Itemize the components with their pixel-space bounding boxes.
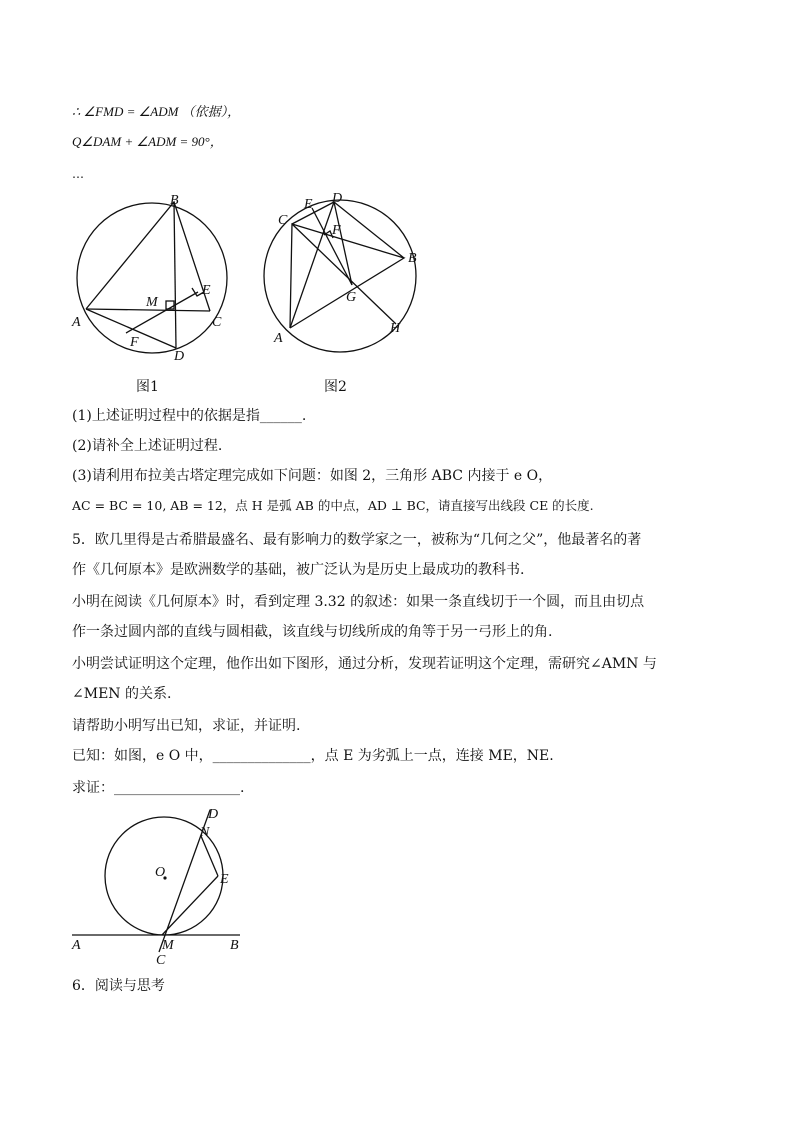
figure-2-label-e: E xyxy=(304,197,313,212)
question-2: (2)请补全上述证明过程. xyxy=(72,438,223,454)
figure-3-label-m: M xyxy=(162,938,174,953)
figure-1-diagram xyxy=(66,188,236,368)
figure-2-label-d: D xyxy=(332,191,343,206)
figure-3-label-d: D xyxy=(208,807,219,822)
figure-1-label-d: D xyxy=(174,349,185,364)
figure-3-label-b: B xyxy=(230,938,239,953)
proof-line-1: ∴ ∠FMD = ∠ADM （依据）， xyxy=(72,104,241,119)
figure-3-label-n: N xyxy=(200,825,210,840)
proof-ellipsis: … xyxy=(72,167,84,181)
figure-1-label-a: A xyxy=(72,315,81,330)
problem-5-para-7: 请帮助小明写出已知，求证，并证明. xyxy=(72,718,301,734)
figure-1-label-m: M xyxy=(146,295,158,310)
figure-2-caption: 图2 xyxy=(324,379,347,395)
figure-3-chord-me xyxy=(162,876,218,935)
problem-5-para-5: 小明尝试证明这个定理，他作出如下图形，通过分析，发现若证明这个定理，需研究∠AMN 与 xyxy=(72,656,657,672)
figure-2-label-c: C xyxy=(278,213,288,228)
problem-5-para-6: ∠MEN 的关系. xyxy=(72,686,172,702)
question-1: (1)上述证明过程中的依据是指______. xyxy=(72,408,307,424)
figure-3-label-a: A xyxy=(72,938,81,953)
question-3-line-1: (3)请利用布拉美古塔定理完成如下问题：如图 2，三角形 ABC 内接于 e O， xyxy=(72,468,553,484)
figure-1-label-c: C xyxy=(212,315,222,330)
figure-3-diagram xyxy=(66,804,256,969)
figure-1-label-b: B xyxy=(170,193,179,208)
problem-5-para-4: 作一条过圆内部的直线与圆相截，该直线与切线所成的角等于另一弓形上的角. xyxy=(72,624,553,640)
figure-2-label-b: B xyxy=(408,251,417,266)
figure-1-chord-bd xyxy=(174,202,176,348)
figure-2-label-a: A xyxy=(274,331,283,346)
problem-5-prove: 求证：__________________. xyxy=(72,780,245,796)
problem-6-title: 6．阅读与思考 xyxy=(72,978,165,994)
figure-2-label-g: G xyxy=(346,290,357,305)
figure-3-label-c: C xyxy=(156,953,166,968)
question-3-line-2: AC = BC = 10, AB = 12，点 H 是弧 AB 的中点，AD ⊥ BC，请直接写出线段 CE 的长度. xyxy=(72,498,594,513)
problem-5-para-3: 小明在阅读《几何原本》时，看到定理 3.32 的叙述：如果一条直线切于一个圆，而且由切点 xyxy=(72,594,645,610)
figure-3-chord-ne xyxy=(201,836,218,876)
problem-5-given: 已知：如图，e O 中，______________，点 E 为劣弧上一点，连接 ME，NE. xyxy=(72,748,554,764)
figure-1-caption: 图1 xyxy=(136,379,159,395)
figure-2-label-h: H xyxy=(390,321,401,336)
figure-2-label-f: F xyxy=(332,223,341,238)
figure-1-line-fe xyxy=(126,292,198,333)
figure-3-label-o: O xyxy=(155,865,166,880)
proof-line-2: Q∠DAM + ∠ADM = 90°， xyxy=(72,134,223,149)
figure-1-label-e: E xyxy=(202,283,211,298)
figure-1-circle xyxy=(77,203,227,353)
problem-5-para-1: 5．欧几里得是古希腊最盛名、最有影响力的数学家之一，被称为“几何之父”，他最著名的著 xyxy=(72,532,642,548)
figure-2-diagram xyxy=(262,188,432,368)
problem-5-para-2: 作《几何原本》是欧洲数学的基础，被广泛认为是历史上最成功的教科书. xyxy=(72,562,525,578)
figure-1-label-f: F xyxy=(130,335,139,350)
figure-3-label-e: E xyxy=(220,872,229,887)
